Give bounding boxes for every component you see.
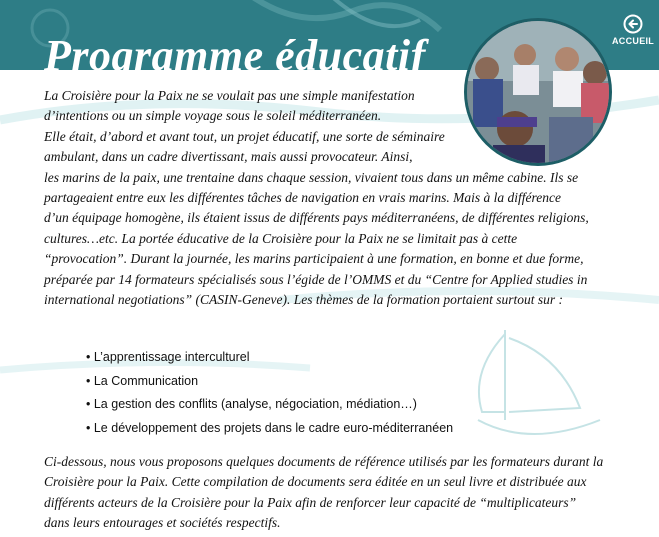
outro-paragraph: Ci-dessous, nous vous proposons quelques documents de référence utilisés par les formateurs durant la Croisière pour la Paix. Cette compilation de documents sera éditée en un seul livre et distribuée aux différents acteurs de la Croisière pour la Paix afin de renforcer leur capacité de “multiplicateurs” dans leurs entourages et sociétés respectifs. <box>44 454 604 531</box>
intro-line: d’intentions ou un simple voyage sous le soleil méditerranéen. <box>44 108 382 124</box>
intro-paragraph: les marins de la paix, une trentaine dans chaque session, vivaient tous dans un même cabine. Ils se partageaient entre eux les différentes tâches de navigation en vrais marins. Mais à la différence d’un équipage homogène, ils étaient issus de différents pays méditerranéens, de différentes religions, cultures…etc. La portée éducative de la Croisière pour la Paix ne se limitait pas à cette “provocation”. Durant la journée, les marins participaient à une formation, en bonne et due forme, préparée par 14 formateurs spécialisés sous l’égide de l’OMMS et du “Centre for Applied studies in international negotiations” (CASIN-Geneve). Les thèmes de la formation portaient surtout sur : <box>44 169 589 308</box>
home-label: ACCUEIL <box>612 36 655 46</box>
page-title: Programme éducatif <box>44 31 426 80</box>
list-item: • Le développement des projets dans le cadre euro-méditerranéen <box>86 417 453 441</box>
themes-list <box>86 346 453 440</box>
arrow-left-circle-icon <box>623 14 643 34</box>
outro-text <box>44 452 604 534</box>
intro-line: Elle était, d’abord et avant tout, un projet éducatif, une sorte de séminaire <box>44 128 445 144</box>
list-item: • La gestion des conflits (analyse, négociation, médiation…) <box>86 393 453 417</box>
intro-line: La Croisière pour la Paix ne se voulait pas une simple manifestation <box>44 88 415 103</box>
intro-line: ambulant, dans un cadre divertissant, mais aussi provocateur. Ainsi, <box>44 149 413 165</box>
intro-text <box>44 86 589 310</box>
list-item: • La Communication <box>86 370 453 394</box>
list-item: • L’apprentissage interculturel <box>86 346 453 370</box>
home-button[interactable] <box>612 14 654 54</box>
sailboat-watermark <box>478 330 600 434</box>
